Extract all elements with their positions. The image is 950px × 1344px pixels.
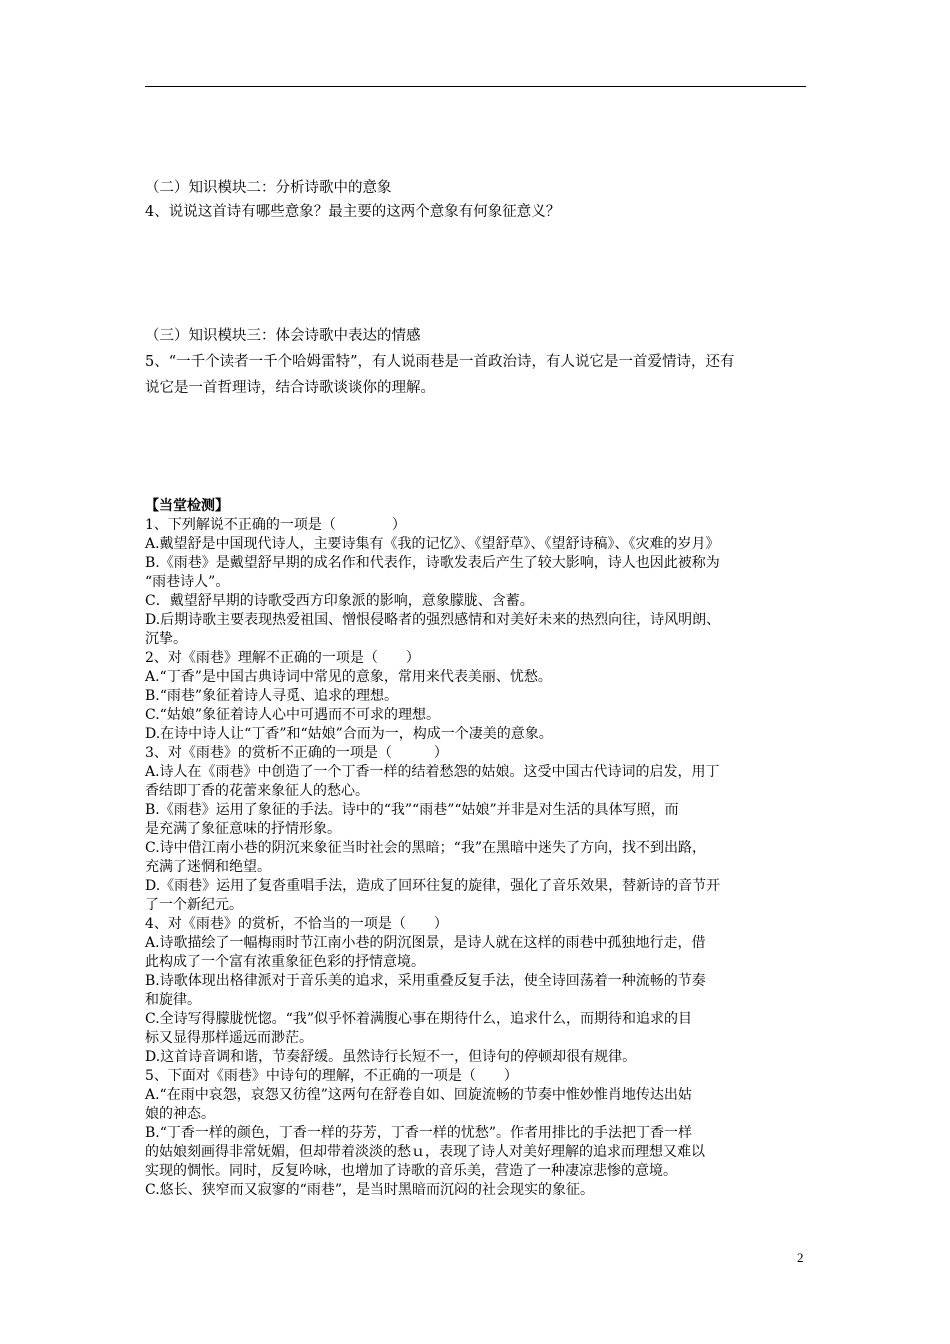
test-line: A.“在雨中哀怨，哀怨又彷徨”这两句在舒卷自如、回旋流畅的节奏中惟妙惟肖地传达出姑 [145, 1087, 692, 1103]
test-line: D.这首诗音调和谐，节奏舒缓。虽然诗行长短不一，但诗句的停顿却很有规律。 [145, 1049, 637, 1065]
classroom-test [145, 497, 810, 1200]
test-line: 是充满了象征意味的抒情形象。 [145, 821, 341, 837]
question-4: 4、说说这首诗有哪些意象？最主要的这两个意象有何象征意义？ [145, 204, 561, 220]
test-line: C.全诗写得朦胧恍惚。“我”似乎怀着满腹心事在期待什么，追求什么，而期待和追求的目 [145, 1011, 692, 1027]
test-line: A.诗歌描绘了一幅梅雨时节江南小巷的阴沉图景，是诗人就在这样的雨巷中孤独地行走，借 [145, 935, 706, 951]
test-line: “雨巷诗人”。 [145, 574, 230, 590]
test-line: 1、下列解说不正确的一项是（ ） [145, 517, 406, 533]
question-5-line-1: 5、“一千个读者一千个哈姆雷特”，有人说雨巷是一首政治诗，有人说它是一首爱情诗，还有 [145, 354, 735, 370]
test-line: D.后期诗歌主要表现热爱祖国、憎恨侵略者的强烈感情和对美好未来的热烈向往，诗风明朗、 [145, 612, 721, 628]
test-line: 2、对《雨巷》理解不正确的一项是（ ） [145, 650, 420, 666]
section-3-heading: （三）知识模块三：体会诗歌中表达的情感 [145, 328, 421, 344]
section-3 [145, 324, 810, 400]
header-rule [145, 86, 806, 87]
test-line: D.在诗中诗人让“丁香”和“姑娘”合而为一，构成一个凄美的意象。 [145, 726, 553, 742]
test-line: C．戴望舒早期的诗歌受西方印象派的影响，意象朦胧、含蓄。 [145, 593, 534, 609]
test-line: 4、对《雨巷》的赏析，不恰当的一项是（ ） [145, 916, 448, 932]
test-line: B.《雨巷》是戴望舒早期的成名作和代表作，诗歌发表后产生了较大影响，诗人也因此被称为 [145, 555, 720, 571]
test-line: 沉挚。 [145, 631, 187, 647]
test-line: B.《雨巷》运用了象征的手法。诗中的“我”“雨巷”“姑娘”并非是对生活的具体写照，而 [145, 802, 679, 818]
test-line: 此构成了一个富有浓重象征色彩的抒情意境。 [145, 954, 425, 970]
test-line: 娘的神态。 [145, 1106, 215, 1122]
test-line: A.诗人在《雨巷》中创造了一个丁香一样的结着愁怨的姑娘。这受中国古代诗词的启发，用丁 [145, 764, 720, 780]
test-line: 5、下面对《雨巷》中诗句的理解，不正确的一项是（ ） [145, 1068, 518, 1084]
test-line: C.诗中借江南小巷的阴沉来象征当时社会的黑暗；“我”在黑暗中迷失了方向，找不到出路， [145, 840, 706, 856]
test-line: A.戴望舒是中国现代诗人，主要诗集有《我的记忆》、《望舒草》、《望舒诗稿》、《灾难的岁月》 [145, 536, 720, 552]
test-line: 实现的惆怅。同时，反复吟咏，也增加了诗歌的音乐美，营造了一种凄凉悲惨的意境。 [145, 1163, 677, 1179]
test-line: D.《雨巷》运用了复沓重唱手法，造成了回环往复的旋律，强化了音乐效果，替新诗的音节开 [145, 878, 721, 894]
test-line: C.悠长、狭窄而又寂寥的“雨巷”，是当时黑暗而沉闷的社会现实的象征。 [145, 1182, 594, 1198]
section-2 [145, 176, 810, 224]
question-5-line-2: 说它是一首哲理诗，结合诗歌谈谈你的理解。 [145, 380, 435, 396]
test-line: 的姑娘刻画得非常妩媚，但却带着淡淡的愁ｕ，表现了诗人对美好理解的追求而理想又难以 [145, 1144, 705, 1160]
test-line: B.诗歌体现出格律派对于音乐美的追求，采用重叠反复手法，使全诗回荡着一种流畅的节奏 [145, 973, 706, 989]
test-line: 和旋律。 [145, 992, 201, 1008]
test-line: A.“丁香”是中国古典诗词中常见的意象，常用来代表美丽、忧愁。 [145, 669, 552, 685]
test-line: 3、对《雨巷》的赏析不正确的一项是（ ） [145, 745, 448, 761]
test-line: B.“雨巷”象征着诗人寻觅、追求的理想。 [145, 688, 399, 704]
test-lines [145, 516, 810, 1200]
test-line: 标又显得那样遥远而渺茫。 [145, 1030, 313, 1046]
test-heading: 【当堂检测】 [145, 498, 229, 514]
section-2-heading: （二）知识模块二：分析诗歌中的意象 [145, 180, 392, 196]
page-number: 2 [797, 1250, 804, 1265]
test-line: B.“丁香一样的颜色，丁香一样的芬芳，丁香一样的忧愁”。作者用排比的手法把丁香一样 [145, 1125, 693, 1141]
test-line: 充满了迷惘和绝望。 [145, 859, 271, 875]
test-line: 了一个新纪元。 [145, 897, 243, 913]
test-line: C.“姑娘”象征着诗人心中可遇而不可求的理想。 [145, 707, 440, 723]
test-line: 香结即丁香的花蕾来象征人的愁心。 [145, 783, 369, 799]
